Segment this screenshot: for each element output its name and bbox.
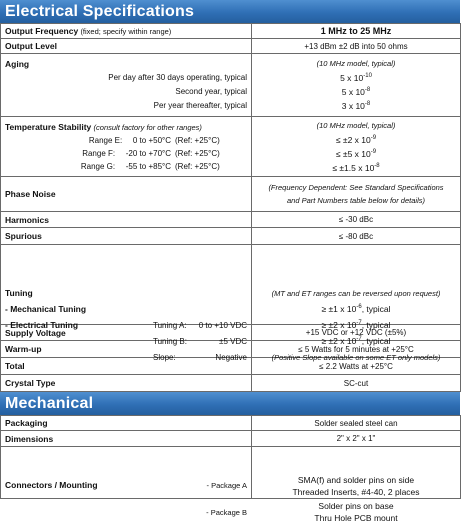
package-a-line: Threaded Inserts, #4-40, 2 places	[292, 486, 420, 497]
spec-note: (10 MHz model, typical)	[316, 120, 396, 130]
spec-label: Total	[5, 361, 25, 371]
tuning-mechanical-value	[252, 303, 460, 316]
spec-value: SC-cut	[252, 375, 461, 392]
aging-value	[254, 85, 458, 99]
range-temps: -55 to +85°C	[125, 161, 171, 171]
value-exponent: -8	[374, 162, 380, 169]
slope-label: Slope:	[153, 352, 176, 362]
spec-value: ≤ -30 dBc	[252, 212, 461, 228]
aging-value	[254, 99, 458, 113]
value-exponent: -10	[363, 73, 372, 80]
spec-label-note: (fixed; specify within range)	[80, 27, 172, 36]
spec-label: Tuning	[5, 287, 33, 298]
section-title: Mechanical	[5, 394, 94, 412]
aging-row-label: Per day after 30 days operating, typical	[108, 72, 247, 82]
value-base: 3 x 10	[341, 101, 365, 111]
temp-range-row	[5, 134, 247, 147]
spec-label: Dimensions	[5, 433, 54, 444]
spec-value: 1 MHz to 25 MHz	[252, 24, 461, 39]
range-label: Range F:	[82, 148, 116, 158]
spec-label: Phase Noise	[5, 189, 56, 199]
spec-value: ≤ 2.2 Watts at +25°C	[252, 358, 461, 375]
spec-row-crystal-type	[1, 375, 461, 392]
tuning-a-value	[252, 319, 460, 332]
spec-row-tuning	[1, 245, 461, 325]
electrical-specifications-header	[0, 0, 460, 23]
range-ref: (Ref: +25°C)	[175, 135, 220, 145]
spec-label: Warm-up	[5, 344, 42, 354]
tuning-mechanical-label: - Mechanical Tuning	[5, 303, 87, 314]
spec-note: (MT and ET ranges can be reversed upon request)	[271, 288, 441, 298]
temp-stability-value	[254, 147, 458, 161]
tuning-a-label: Tuning A:	[153, 320, 187, 330]
spec-row-harmonics	[1, 212, 461, 228]
spec-row-temperature-stability	[1, 117, 461, 177]
value-base: ≥ ±2 x 10	[321, 319, 357, 330]
spec-value: +15 VDC or +12 VDC (±5%)	[252, 325, 461, 341]
value-base: 5 x 10	[340, 73, 364, 83]
electrical-spec-table	[0, 23, 461, 392]
mechanical-header	[0, 392, 460, 415]
range-label: Range G:	[80, 161, 116, 171]
mechanical-spec-table	[0, 415, 461, 523]
spec-row-dimensions	[1, 431, 461, 447]
value-suffix: , typical	[361, 303, 391, 314]
spec-label-note: (consult factory for other ranges)	[93, 122, 202, 132]
package-a-line: SMA(f) and solder pins on side	[297, 474, 415, 485]
value-exponent: -9	[370, 148, 377, 155]
spec-label: Harmonics	[5, 214, 49, 225]
package-b-line: Solder pins on base	[318, 500, 394, 511]
value-exponent: -7	[356, 319, 362, 326]
spec-note: (Frequency Dependent: See Standard Specifications	[268, 183, 444, 192]
package-b-label: - Package B	[206, 507, 247, 517]
aging-row-label: Second year, typical	[175, 86, 247, 96]
value-base: ≤ ±2 x 10	[335, 134, 371, 145]
value-base: ≥ ±2 x 10	[321, 335, 357, 346]
spec-row-phase-noise	[1, 177, 461, 212]
slope-value: Negative	[215, 352, 247, 362]
spec-row-spurious	[1, 228, 461, 245]
tuning-a-range: 0 to +10 VDC	[198, 320, 247, 330]
section-title: Electrical Specifications	[5, 2, 195, 20]
spec-value: +13 dBm ±2 dB into 50 ohms	[252, 39, 461, 54]
aging-value	[254, 71, 458, 85]
spec-label: Output Frequency	[5, 26, 79, 36]
value-base: 5 x 10	[341, 87, 365, 97]
package-a-label: - Package A	[206, 480, 247, 490]
package-b-line: Thru Hole PCB mount	[314, 512, 398, 523]
spec-value: Solder sealed steel can	[252, 416, 461, 431]
value-suffix: , typical	[361, 335, 391, 346]
value-base: ≤ ±5 x 10	[335, 148, 371, 159]
spec-value: 2" x 2" x 1"	[252, 431, 461, 447]
spec-label: Crystal Type	[5, 378, 56, 388]
value-exponent: -8	[364, 87, 371, 94]
spec-value: ≤ 5 Watts for 5 minutes at +25°C	[252, 341, 461, 358]
value-exponent: -6	[356, 303, 362, 310]
value-exponent: -8	[364, 101, 371, 108]
spec-row-output-frequency	[1, 24, 461, 39]
range-ref: (Ref: +25°C)	[175, 148, 220, 158]
tuning-b-range: ±5 VDC	[219, 336, 247, 346]
spec-label: Supply Voltage	[5, 327, 66, 338]
value-base: ≥ ±1 x 10	[321, 303, 357, 314]
temp-stability-value	[254, 161, 458, 175]
spec-label: Output Level	[5, 41, 57, 51]
spec-row-output-level	[1, 39, 461, 54]
temp-range-row	[5, 147, 247, 160]
spec-label: Temperature Stability	[5, 121, 92, 132]
temp-stability-value	[254, 133, 458, 147]
tuning-b-value	[252, 335, 460, 348]
range-label: Range E:	[88, 135, 123, 145]
spec-note: (10 MHz model, typical)	[316, 59, 396, 68]
range-temps: 0 to +50°C	[132, 135, 171, 145]
spec-row-aging	[1, 54, 461, 117]
spec-label: Connectors / Mounting	[5, 479, 98, 490]
aging-row-label: Per year thereafter, typical	[153, 100, 247, 110]
value-base: ≤ ±1.5 x 10	[332, 162, 375, 173]
spec-label: Packaging	[5, 418, 48, 428]
value-exponent: -9	[370, 134, 377, 141]
tuning-electrical-label: - Electrical Tuning	[5, 319, 79, 330]
spec-row-packaging	[1, 416, 461, 431]
slope-note: (Positive Slope available on some ET only models)	[271, 352, 441, 362]
spec-label: Spurious	[5, 231, 42, 241]
value-exponent: -7	[356, 335, 362, 342]
spec-row-connectors	[1, 447, 461, 499]
range-ref: (Ref: +25°C)	[175, 161, 220, 171]
range-temps: -20 to +70°C	[125, 148, 171, 158]
temp-range-row	[5, 160, 247, 173]
value-suffix: , typical	[361, 319, 391, 330]
spec-label: Aging	[5, 58, 30, 69]
spec-note: and Part Numbers table below for details)	[287, 196, 425, 205]
tuning-b-label: Tuning B:	[153, 336, 187, 346]
spec-value: ≤ -80 dBc	[252, 228, 461, 245]
